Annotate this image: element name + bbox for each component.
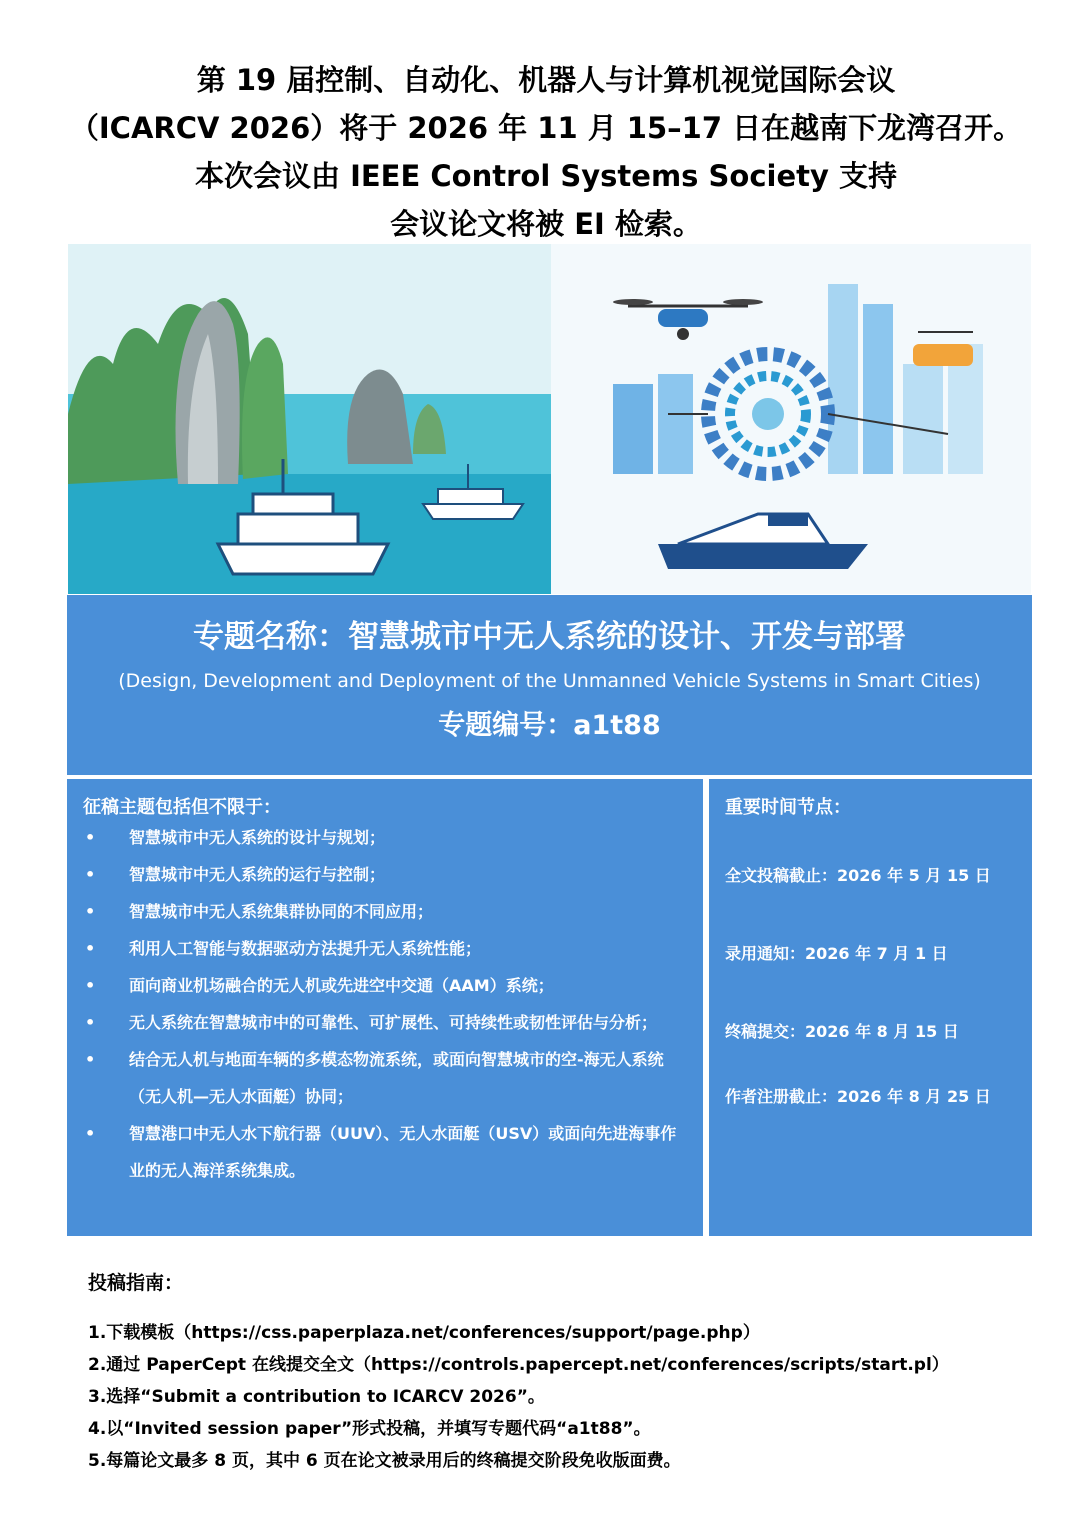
session-title: 专题名称：智慧城市中无人系统的设计、开发与部署	[193, 619, 906, 655]
topic-text: 无人系统在智慧城市中的可靠性、可扩展性、可持续性或韧性评估与分析；	[129, 1013, 658, 1032]
banner-illustration	[68, 244, 1031, 594]
header-line-1: 第 19 届控制、自动化、机器人与计算机视觉国际会议	[196, 63, 896, 97]
bullet: •	[85, 902, 96, 921]
date-submission: 全文投稿截止：2026 年 5 月 15 日	[725, 866, 991, 885]
topic-text: 智慧城市中无人系统的设计与规划；	[129, 828, 386, 847]
guide-line-2[interactable]: 2.通过 PaperCept 在线提交全文（https://controls.papercept.net/conferences/scripts/start.pl）	[88, 1355, 949, 1375]
conference-header	[40, 56, 1052, 248]
list-item	[67, 1115, 703, 1189]
list-item	[67, 819, 703, 856]
date-notification: 录用通知：2026 年 7 月 1 日	[725, 944, 948, 963]
topic-text: 面向商业机场融合的无人机或先进空中交通（AAM）系统；	[129, 976, 554, 995]
guide-line-4: 4.以“Invited session paper”形式投稿，并填写专题代码“a1t88”。	[88, 1419, 651, 1439]
list-item	[67, 1004, 703, 1041]
bullet: •	[85, 976, 96, 995]
guide-line-1[interactable]: 1.下载模板（https://css.paperplaza.net/conferences/support/page.php）	[88, 1323, 760, 1343]
header-line-2: （ICARCV 2026）将于 2026 年 11 月 15–17 日在越南下龙湾召开。	[69, 111, 1023, 145]
list-item	[67, 856, 703, 893]
bullet: •	[85, 1013, 96, 1032]
list-item	[67, 967, 703, 1004]
list-item	[67, 1041, 703, 1115]
topics-list	[67, 819, 703, 1189]
list-item	[67, 893, 703, 930]
session-subtitle: (Design, Development and Deployment of the Unmanned Vehicle Systems in Smart Cities)	[118, 670, 981, 692]
date-registration: 作者注册截止：2026 年 8 月 25 日	[725, 1087, 991, 1106]
list-item	[67, 930, 703, 967]
session-title-box	[67, 595, 1032, 775]
date-final: 终稿提交：2026 年 8 月 15 日	[725, 1022, 959, 1041]
bullet: •	[85, 1124, 96, 1143]
topic-text: 智慧城市中无人系统集群协同的不同应用；	[129, 902, 434, 921]
topic-text: 结合无人机与地面车辆的多模态物流系统，或面向智慧城市的空-海无人系统（无人机—无人水面艇）协同；	[129, 1050, 664, 1106]
submission-guide	[88, 1268, 1048, 1477]
topics-panel	[67, 779, 703, 1236]
bullet: •	[85, 1050, 96, 1069]
bullet: •	[85, 865, 96, 884]
topics-heading: 征稿主题包括但不限于：	[83, 797, 281, 818]
banner-svg	[68, 244, 1031, 594]
guide-heading: 投稿指南：	[88, 1272, 184, 1294]
topic-text: 利用人工智能与数据驱动方法提升无人系统性能；	[129, 939, 482, 958]
header-line-4: 会议论文将被 EI 检索。	[390, 207, 702, 241]
dates-panel	[709, 779, 1032, 1236]
guide-line-3: 3.选择“Submit a contribution to ICARCV 2026”。	[88, 1387, 545, 1407]
topic-text: 智慧城市中无人系统的运行与控制；	[129, 865, 386, 884]
session-code: 专题编号：a1t88	[438, 710, 661, 741]
dates-heading: 重要时间节点：	[725, 797, 851, 818]
header-line-3: 本次会议由 IEEE Control Systems Society 支持	[194, 159, 898, 193]
guide-line-5: 5.每篇论文最多 8 页，其中 6 页在论文被录用后的终稿提交阶段免收版面费。	[88, 1451, 681, 1471]
topic-text: 智慧港口中无人水下航行器（UUV）、无人水面艇（USV）或面向先进海事作业的无人海洋系统集成。	[129, 1124, 677, 1180]
bullet: •	[85, 939, 96, 958]
bullet: •	[85, 828, 96, 847]
